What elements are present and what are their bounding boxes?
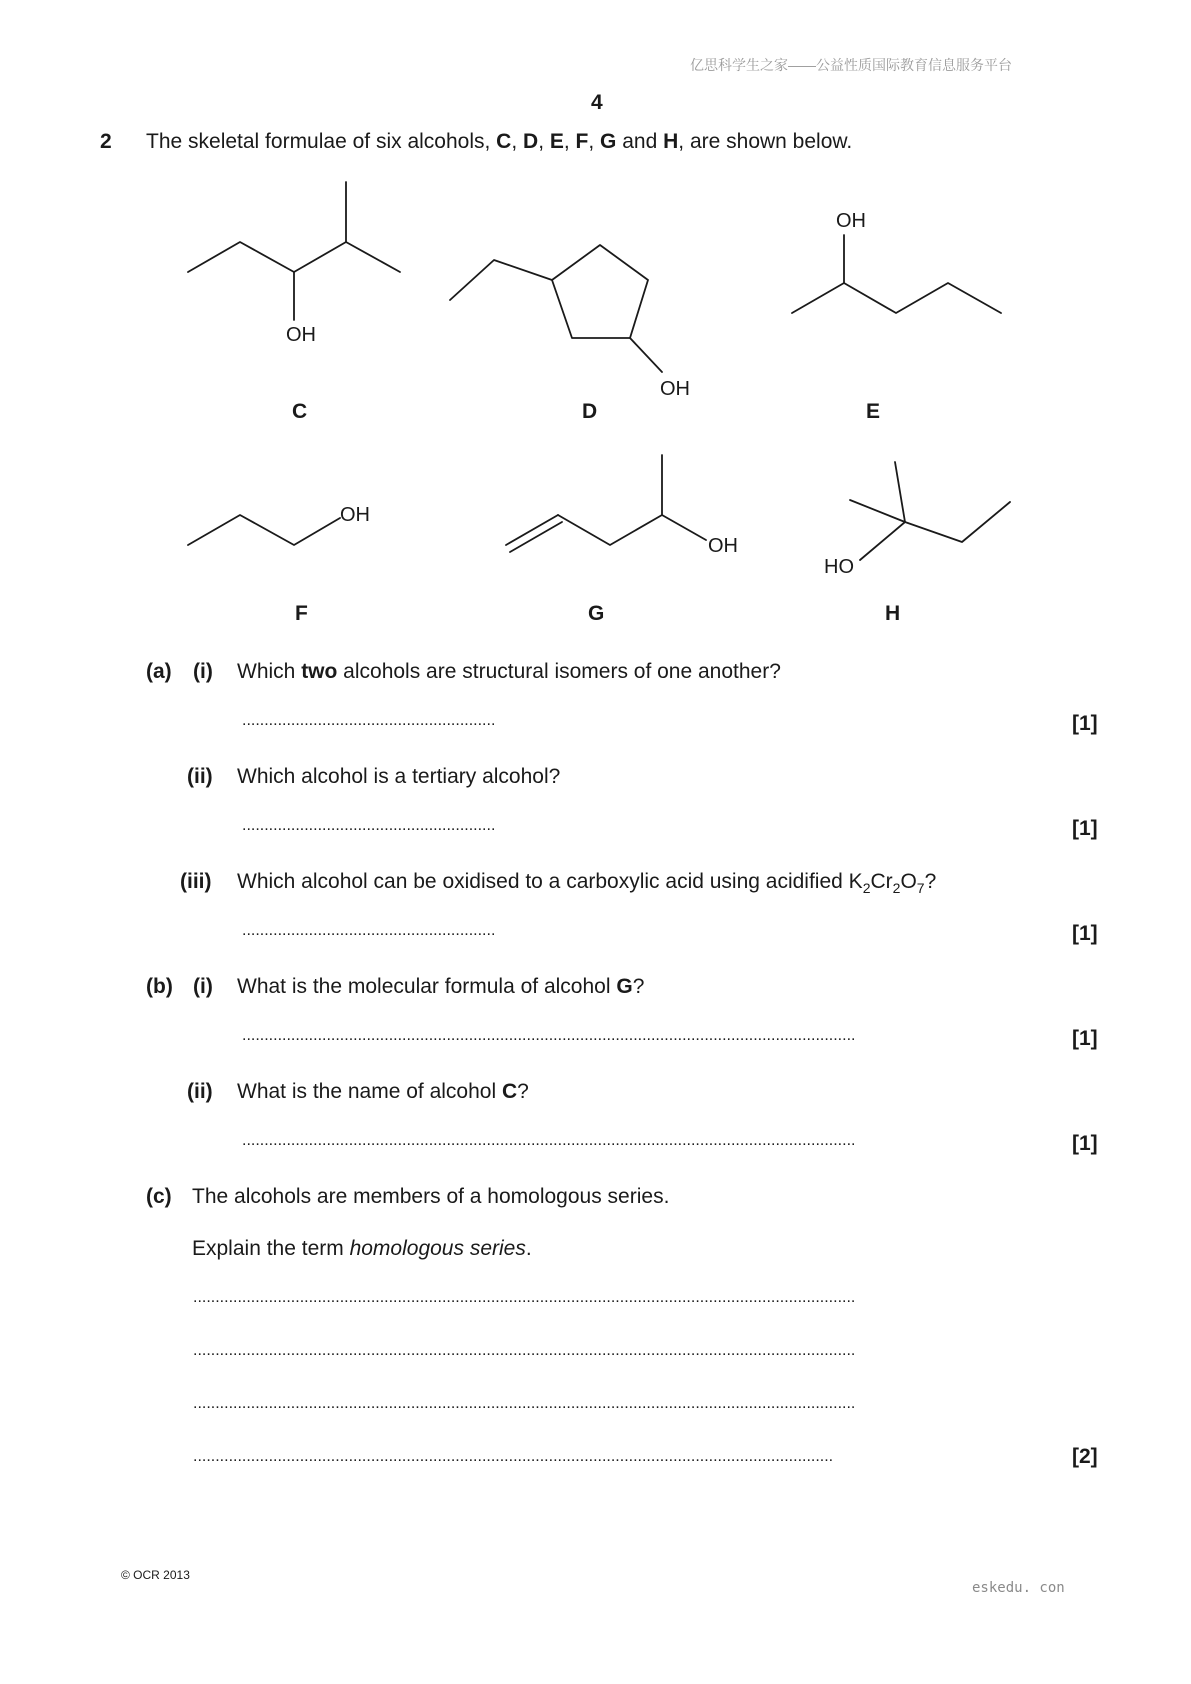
part-a-iii-post: ? bbox=[924, 870, 937, 893]
molecule-d-oh-label: OH bbox=[660, 378, 690, 400]
part-b-label: (b) bbox=[146, 975, 173, 998]
molecule-d-ethyl bbox=[450, 260, 552, 300]
mark-a-iii: [1] bbox=[1072, 922, 1098, 945]
molecule-h-methyl-top bbox=[895, 462, 905, 522]
page-number: 4 bbox=[591, 91, 603, 114]
part-b-ii-post: ? bbox=[517, 1080, 529, 1103]
intro-pre: The skeletal formulae of six alcohols, bbox=[146, 130, 497, 153]
part-a-iii-mid2: O bbox=[900, 870, 917, 893]
part-c-explain-post: . bbox=[525, 1237, 532, 1260]
molecule-f-oh-label: OH bbox=[340, 504, 370, 526]
molecule-g-label: G bbox=[588, 602, 605, 625]
part-a-iii-sub2: 2 bbox=[892, 880, 901, 897]
header-watermark: 亿思科学生之家——公益性质国际教育信息服务平台 bbox=[690, 57, 1012, 73]
molecule-d-oh-bond bbox=[630, 338, 662, 372]
molecule-f-label: F bbox=[295, 602, 308, 625]
part-c-explain-pre: Explain the term bbox=[192, 1237, 350, 1260]
part-b-i-pre: What is the molecular formula of alcohol bbox=[237, 975, 617, 998]
molecule-c-chain bbox=[188, 242, 400, 272]
molecule-e-label: E bbox=[866, 400, 881, 423]
part-a-label: (a) bbox=[146, 660, 172, 683]
part-c-statement: The alcohols are members of a homologous series. bbox=[192, 1185, 670, 1208]
part-b-ii-bold: C bbox=[501, 1080, 518, 1103]
molecule-e-chain bbox=[792, 283, 1001, 313]
part-a-iii-sub1: 2 bbox=[862, 880, 871, 897]
part-a-i-pre: Which bbox=[237, 660, 302, 683]
part-a-iii-label: (iii) bbox=[180, 870, 212, 893]
answer-line-c-4[interactable]: ................................................................................................................................................ bbox=[193, 1448, 834, 1465]
molecule-d-ring bbox=[552, 245, 648, 338]
molecule-h-label: H bbox=[885, 602, 901, 625]
intro-post: , are shown below. bbox=[678, 130, 853, 153]
answer-line-c-3[interactable]: ..................................................................................................................................................... bbox=[193, 1395, 856, 1412]
part-b-i-label: (i) bbox=[193, 975, 213, 998]
part-a-i-question bbox=[237, 660, 781, 684]
molecule-h-oh-bond bbox=[860, 522, 905, 560]
mark-c: [2] bbox=[1072, 1445, 1098, 1468]
molecule-d-label: D bbox=[582, 400, 598, 423]
mark-b-i: [1] bbox=[1072, 1027, 1098, 1050]
part-b-ii-question bbox=[237, 1080, 529, 1104]
part-b-ii-pre: What is the name of alcohol bbox=[237, 1080, 502, 1103]
part-c-explain-term: homologous series bbox=[349, 1237, 526, 1260]
part-b-i-post: ? bbox=[632, 975, 645, 998]
molecule-g-chain bbox=[558, 515, 706, 545]
molecule-h-ethyl bbox=[905, 502, 1010, 542]
intro-letter-g: G bbox=[600, 130, 617, 153]
molecule-h-ho-label: HO bbox=[824, 556, 854, 578]
skeletal-formulae-diagram bbox=[0, 0, 1191, 640]
question-number: 2 bbox=[100, 130, 112, 153]
part-b-ii-label: (ii) bbox=[187, 1080, 213, 1103]
part-c-instruction bbox=[192, 1237, 532, 1261]
part-a-iii-pre: Which alcohol can be oxidised to a carboxylic acid using acidified K bbox=[237, 870, 863, 893]
intro-and: and bbox=[616, 130, 664, 153]
molecule-g-double-bond-a bbox=[506, 515, 558, 545]
intro-letter-d: D bbox=[523, 130, 539, 153]
intro-sep-1: , bbox=[511, 130, 524, 153]
answer-line-c-1[interactable]: ..................................................................................................................................................... bbox=[193, 1289, 856, 1306]
intro-letter-f: F bbox=[575, 130, 589, 153]
intro-sep-4: , bbox=[588, 130, 601, 153]
intro-letter-h: H bbox=[663, 130, 679, 153]
mark-b-ii: [1] bbox=[1072, 1132, 1098, 1155]
part-a-i-post: alcohols are structural isomers of one another? bbox=[337, 660, 781, 683]
molecule-h-methyl-left bbox=[850, 500, 905, 522]
part-a-iii-mid1: Cr bbox=[870, 870, 893, 893]
part-a-ii-question: Which alcohol is a tertiary alcohol? bbox=[237, 765, 561, 788]
part-c-label: (c) bbox=[146, 1185, 172, 1208]
intro-letter-e: E bbox=[549, 130, 564, 153]
molecule-c-oh-label: OH bbox=[286, 324, 316, 346]
part-a-iii-question bbox=[237, 870, 936, 896]
part-a-ii-label: (ii) bbox=[187, 765, 213, 788]
molecule-f-chain bbox=[188, 515, 340, 545]
footer-site: eskedu. con bbox=[972, 1580, 1065, 1596]
molecule-g-oh-label: OH bbox=[708, 535, 738, 557]
part-b-i-bold: G bbox=[616, 975, 633, 998]
answer-line-a-ii[interactable]: ......................................................... bbox=[242, 817, 496, 834]
molecule-e-oh-label: OH bbox=[836, 210, 866, 232]
footer-copyright: © OCR 2013 bbox=[121, 1568, 190, 1582]
molecule-c-label: C bbox=[292, 400, 308, 423]
intro-sep-3: , bbox=[563, 130, 576, 153]
answer-line-b-ii[interactable]: .......................................................................................................................................... bbox=[242, 1132, 856, 1149]
part-b-i-question bbox=[237, 975, 644, 999]
molecule-g-double-bond-b bbox=[510, 522, 562, 552]
mark-a-ii: [1] bbox=[1072, 817, 1098, 840]
answer-line-a-iii[interactable]: ......................................................... bbox=[242, 922, 496, 939]
intro-sep-2: , bbox=[538, 130, 550, 153]
answer-line-a-i[interactable]: ......................................................... bbox=[242, 712, 496, 729]
answer-line-c-2[interactable]: ..................................................................................................................................................... bbox=[193, 1342, 856, 1359]
mark-a-i: [1] bbox=[1072, 712, 1098, 735]
answer-line-b-i[interactable]: .......................................................................................................................................... bbox=[242, 1027, 856, 1044]
part-a-i-label: (i) bbox=[193, 660, 213, 683]
intro-letter-c: C bbox=[496, 130, 512, 153]
part-a-iii-sub3: 7 bbox=[916, 880, 925, 897]
part-a-i-bold: two bbox=[301, 660, 338, 683]
